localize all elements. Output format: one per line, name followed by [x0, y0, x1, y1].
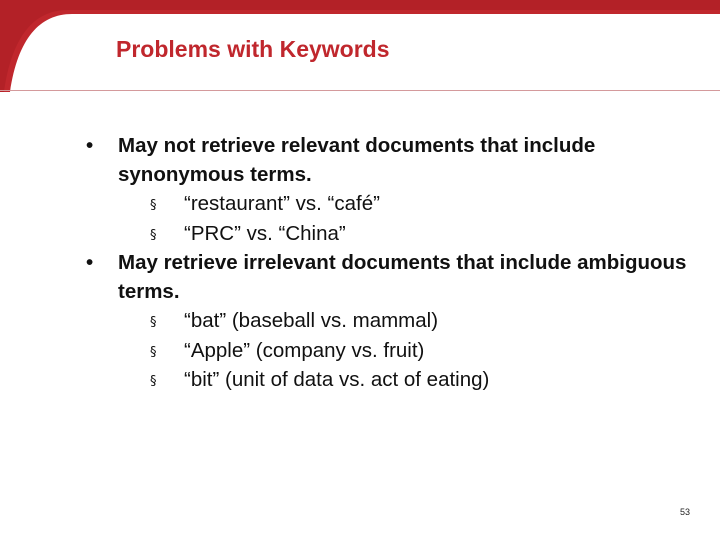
svg-text:§: §	[150, 198, 157, 210]
svg-text:§: §	[150, 227, 157, 240]
section-sign-icon	[150, 315, 160, 327]
sub-bullet-item	[118, 336, 696, 366]
sub-bullet-text: “bat” (baseball vs. mammal)	[184, 309, 439, 332]
title-divider	[0, 90, 720, 91]
page-number: 53	[679, 507, 690, 517]
sub-bullet-text: “Apple” (company vs. fruit)	[184, 338, 425, 362]
sub-bullet-list	[118, 306, 696, 395]
sub-bullet-item	[118, 365, 696, 395]
section-sign-icon	[150, 345, 160, 357]
sub-bullet-list	[118, 189, 696, 248]
sub-bullet-text: “bit” (unit of data vs. act of eating)	[184, 368, 490, 391]
sub-bullet-text: “restaurant” vs. “café”	[184, 192, 380, 215]
svg-text:§: §	[150, 374, 157, 386]
bullet-marker: •	[86, 134, 94, 157]
bullet-item	[86, 131, 696, 248]
bullet-text: May not retrieve relevant documents that include synonymous terms.	[118, 134, 596, 186]
bullet-list	[86, 131, 696, 395]
svg-text:§: §	[150, 344, 157, 357]
section-sign-icon	[150, 374, 160, 386]
sub-bullet-text: “PRC” vs. “China”	[184, 221, 346, 245]
bullet-text: May retrieve irrelevant documents that include ambiguous terms.	[118, 251, 687, 303]
section-sign-icon	[150, 228, 160, 240]
sub-bullet-item	[118, 306, 696, 336]
svg-text:§: §	[150, 315, 157, 327]
section-sign-icon	[150, 198, 160, 210]
slide-title: Problems with Keywords	[116, 36, 390, 62]
bullet-marker: •	[86, 251, 94, 274]
sub-bullet-item	[118, 219, 696, 249]
sub-bullet-item	[118, 189, 696, 219]
bullet-item	[86, 248, 696, 395]
